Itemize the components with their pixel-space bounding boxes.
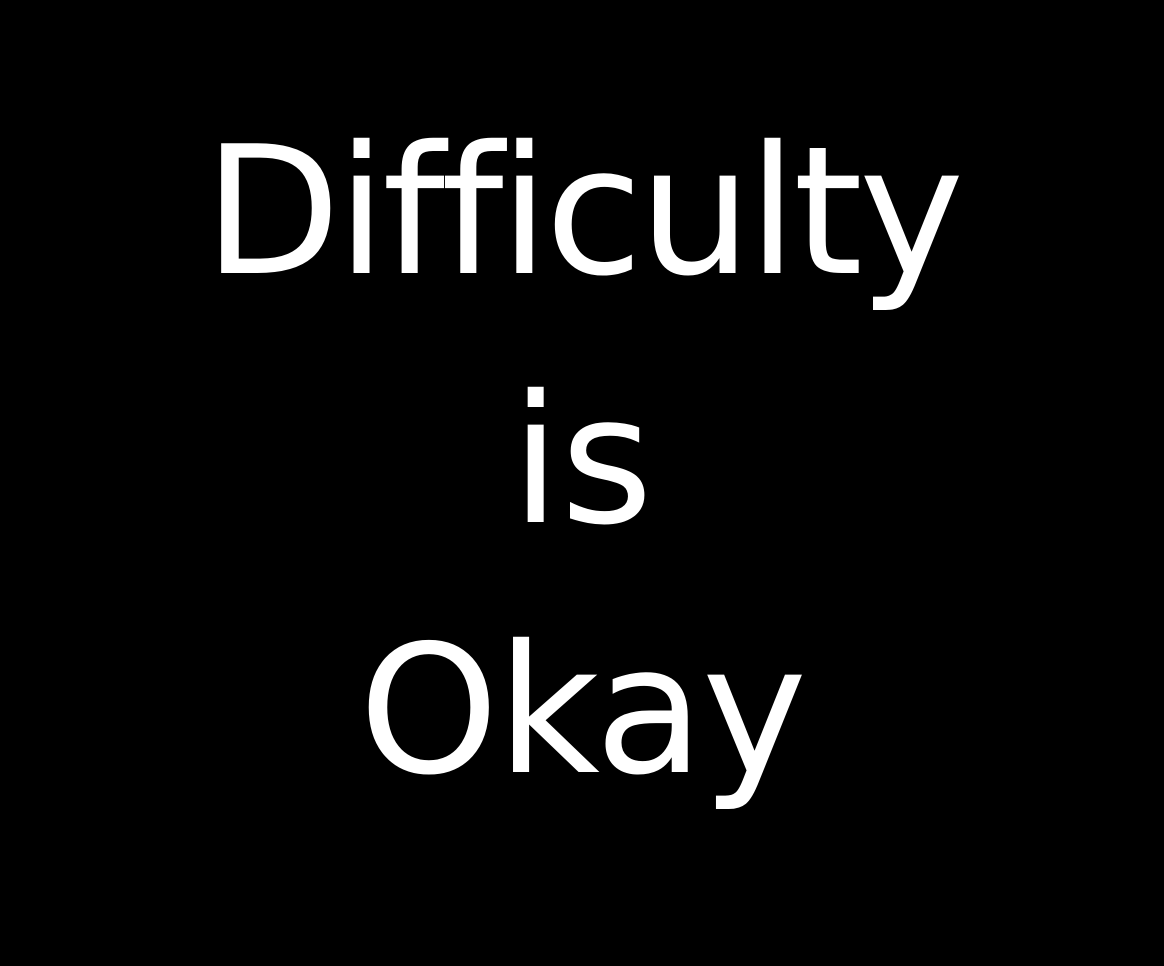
- phrase-line-difficulty: Difficulty: [203, 108, 961, 315]
- phrase-line-okay: Okay: [358, 607, 806, 814]
- phrase-line-is: is: [510, 357, 654, 564]
